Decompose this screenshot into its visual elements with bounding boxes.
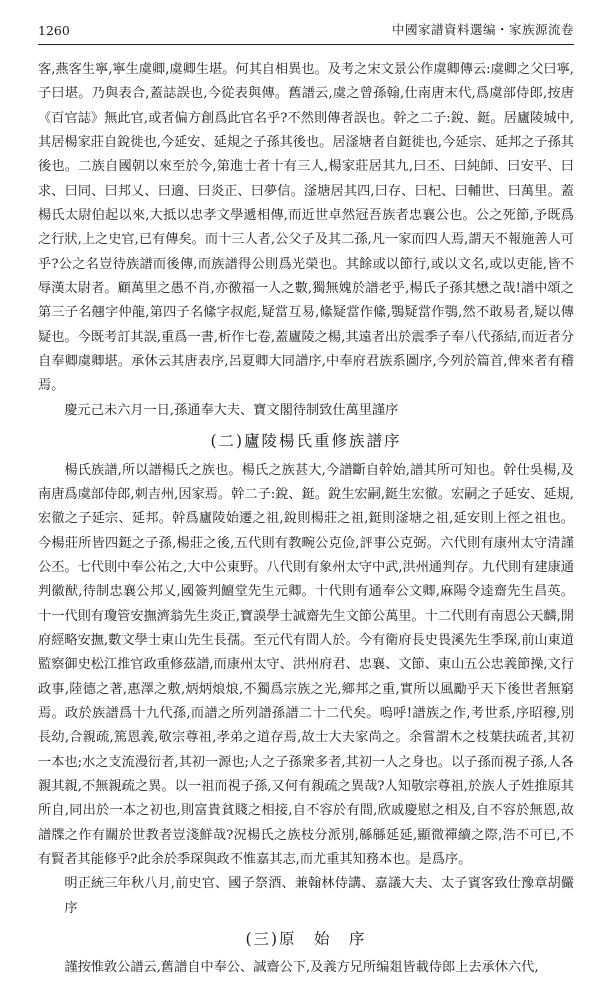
document-body xyxy=(38,58,574,981)
section2-signature: 明正統三年秋八月,前史官、國子祭酒、兼翰林侍講、嘉議大夫、太子賓客致仕豫章胡儼序 xyxy=(64,876,574,916)
page-header xyxy=(38,14,574,45)
section1-body-text: 客,燕客生寧,寧生虞卿,虞卿生堪。何其自相異也。及考之宋文景公作虞卿傳云:虞卿之父曰寧,子曰堪。乃與表合,蓋誌誤也,今從表與傳。舊譜云,虞之曾孫翰,仕南唐末代,爲虞部侍郎,按唐《百官誌》無此官,或者偏方創爲此官名乎?不然則傳者誤也。幹之二子:銳、鋌。居廬陵城中,其居楊家莊自銳徙也,今延安、延規之子孫其後也。居滏塘者自鋌徙也,今延宗、延邦之子孫其後也。二族自國朝以來至於今,第進士者十有三人,楊家莊居其九,曰丕、曰純師、曰安平、曰求、曰同、曰邦乂、曰適、曰炎正、曰夢信。滏塘居其四,曰存、曰杞、曰輔世、曰萬里。蓋楊氏太尉伯起以來,大抵以忠孝文學遞相傳,而近世卓然冠吾族者忠襄公也。公之死節,予既爲之行狀,上之史官,已有傳矣。而十三人者,公父子及其二孫,凡一家而四人焉,謂天不報施善人可乎?公之名豈待族譜而後傳,而族譜得公則爲光榮也。其餘或以節行,或以文名,或以吏能,皆不辱漢太尉者。顧萬里之愚不肖,亦徼福一人之數,獨無媿於譜老乎,楊氏子孫其懋之哉!譜中頌之第三子名翹字仲龍,第四子名絛字叔彪,疑當互易,絛疑當作絛,鶚疑當作鶚,然不敢易者,疑以傳疑也。今既考訂其誤,重爲一書,析作七卷,蓋廬陵之楊,其遠者出於震季子奉八代孫結,而近者分自奉卿虞卿堪。承休云其唐表序,呂夏卿大同譜序,中奉府君族系圖序,今列於篇首,俾來者有稽焉。 xyxy=(38,62,574,394)
page-number: 1260 xyxy=(38,23,70,38)
section2-body-text: 楊氏族譜,所以譜楊氏之族也。楊氏之族甚大,今譜斷自幹始,譜其所可知也。幹仕吳楊,及南唐爲虞部侍郎,刺吉州,因家焉。幹二子:銳、鋌。銳生宏嗣,鋌生宏徹。宏嗣之子延安、延規,宏徹之子延宗、延邦。幹爲廬陵始遷之祖,銳則楊莊之祖,鋌則滏塘之祖,延安則上徑之祖也。今楊莊所皆四鋌之子孫,楊莊之後,五代則有教畹公克俭,評事公克弼。六代則有康州太守清謹公丕。七代則中奉公祐之,大中公東野。八代則有象州太守中武,洪州通判存。九代則有建康通判徽猷,待制忠襄公邦乂,國簽判鱣堂先生元卿。十代則有通奉公文卿,麻陽令逵齋先生昌英。十一代則有瓊管安撫濟翁先生炎正,寶謨學士誠齋先生文節公萬里。十二代則有南恩公天麟,開府經略安撫,數文學士東山先生長孺。至元代有間人於。今有衛府長史畏溪先生季琛,前山東道監察御史松江推官政重修茲譜,而康州太守、洪州府君、忠襄、文節、東山五公忠義節操,文行政事,陸德之著,惠澤之敷,炳炳烺烺,不獨爲宗族之光,鄉邦之重,實所以風勵乎天下後世者無窮焉。政於族譜爲十九代孫,而譜之所列譜孫譜二十二代矣。嗚呼!譜族之作,考世系,序昭穆,別長幼,合親疏,篤恩義,敬宗尊祖,孝弟之道存焉,故士大夫家尚之。余嘗謂木之枝葉扶疏者,其初一本也;水之支流漫衍者,其初一源也;人之子孫衆多者,其初一人之身也。以子孫而視子孫,人各親其親,不無親疏之異。以一祖而視子孫,又何有親疏之異哉?人知敬宗尊祖,於族人子姓推原其所自,同出於一本之初也,則富貴貧賤之相接,自不容於有間,欣戚慶慰之相及,自不容於無恩,故譜牒之作有關於世教者豈淺鮮哉?況楊氏之族枝分派別,緜緜延延,顯微禪續之際,浩不可已,不有賢者其能修乎?此余於季琛與政不惟嘉其志,而尤重其知務本也。是爲序。 xyxy=(38,462,574,867)
section1-signature: 慶元己未六月一日,孫通奉大夫、寶文閣待制致仕萬里謹序 xyxy=(64,402,399,418)
section2-heading: (二)廬陵楊氏重修族譜序 xyxy=(210,432,402,451)
section3-body-text: 謹按惟敦公譜云,舊譜自中奉公、誠齋公下,及義方兄所编爼皆載侍郎上去承休六代, xyxy=(64,960,539,976)
section3-heading: (三)原 始 序 xyxy=(245,930,367,949)
running-title: 中國家譜資料選编・家族源流卷 xyxy=(391,22,574,37)
